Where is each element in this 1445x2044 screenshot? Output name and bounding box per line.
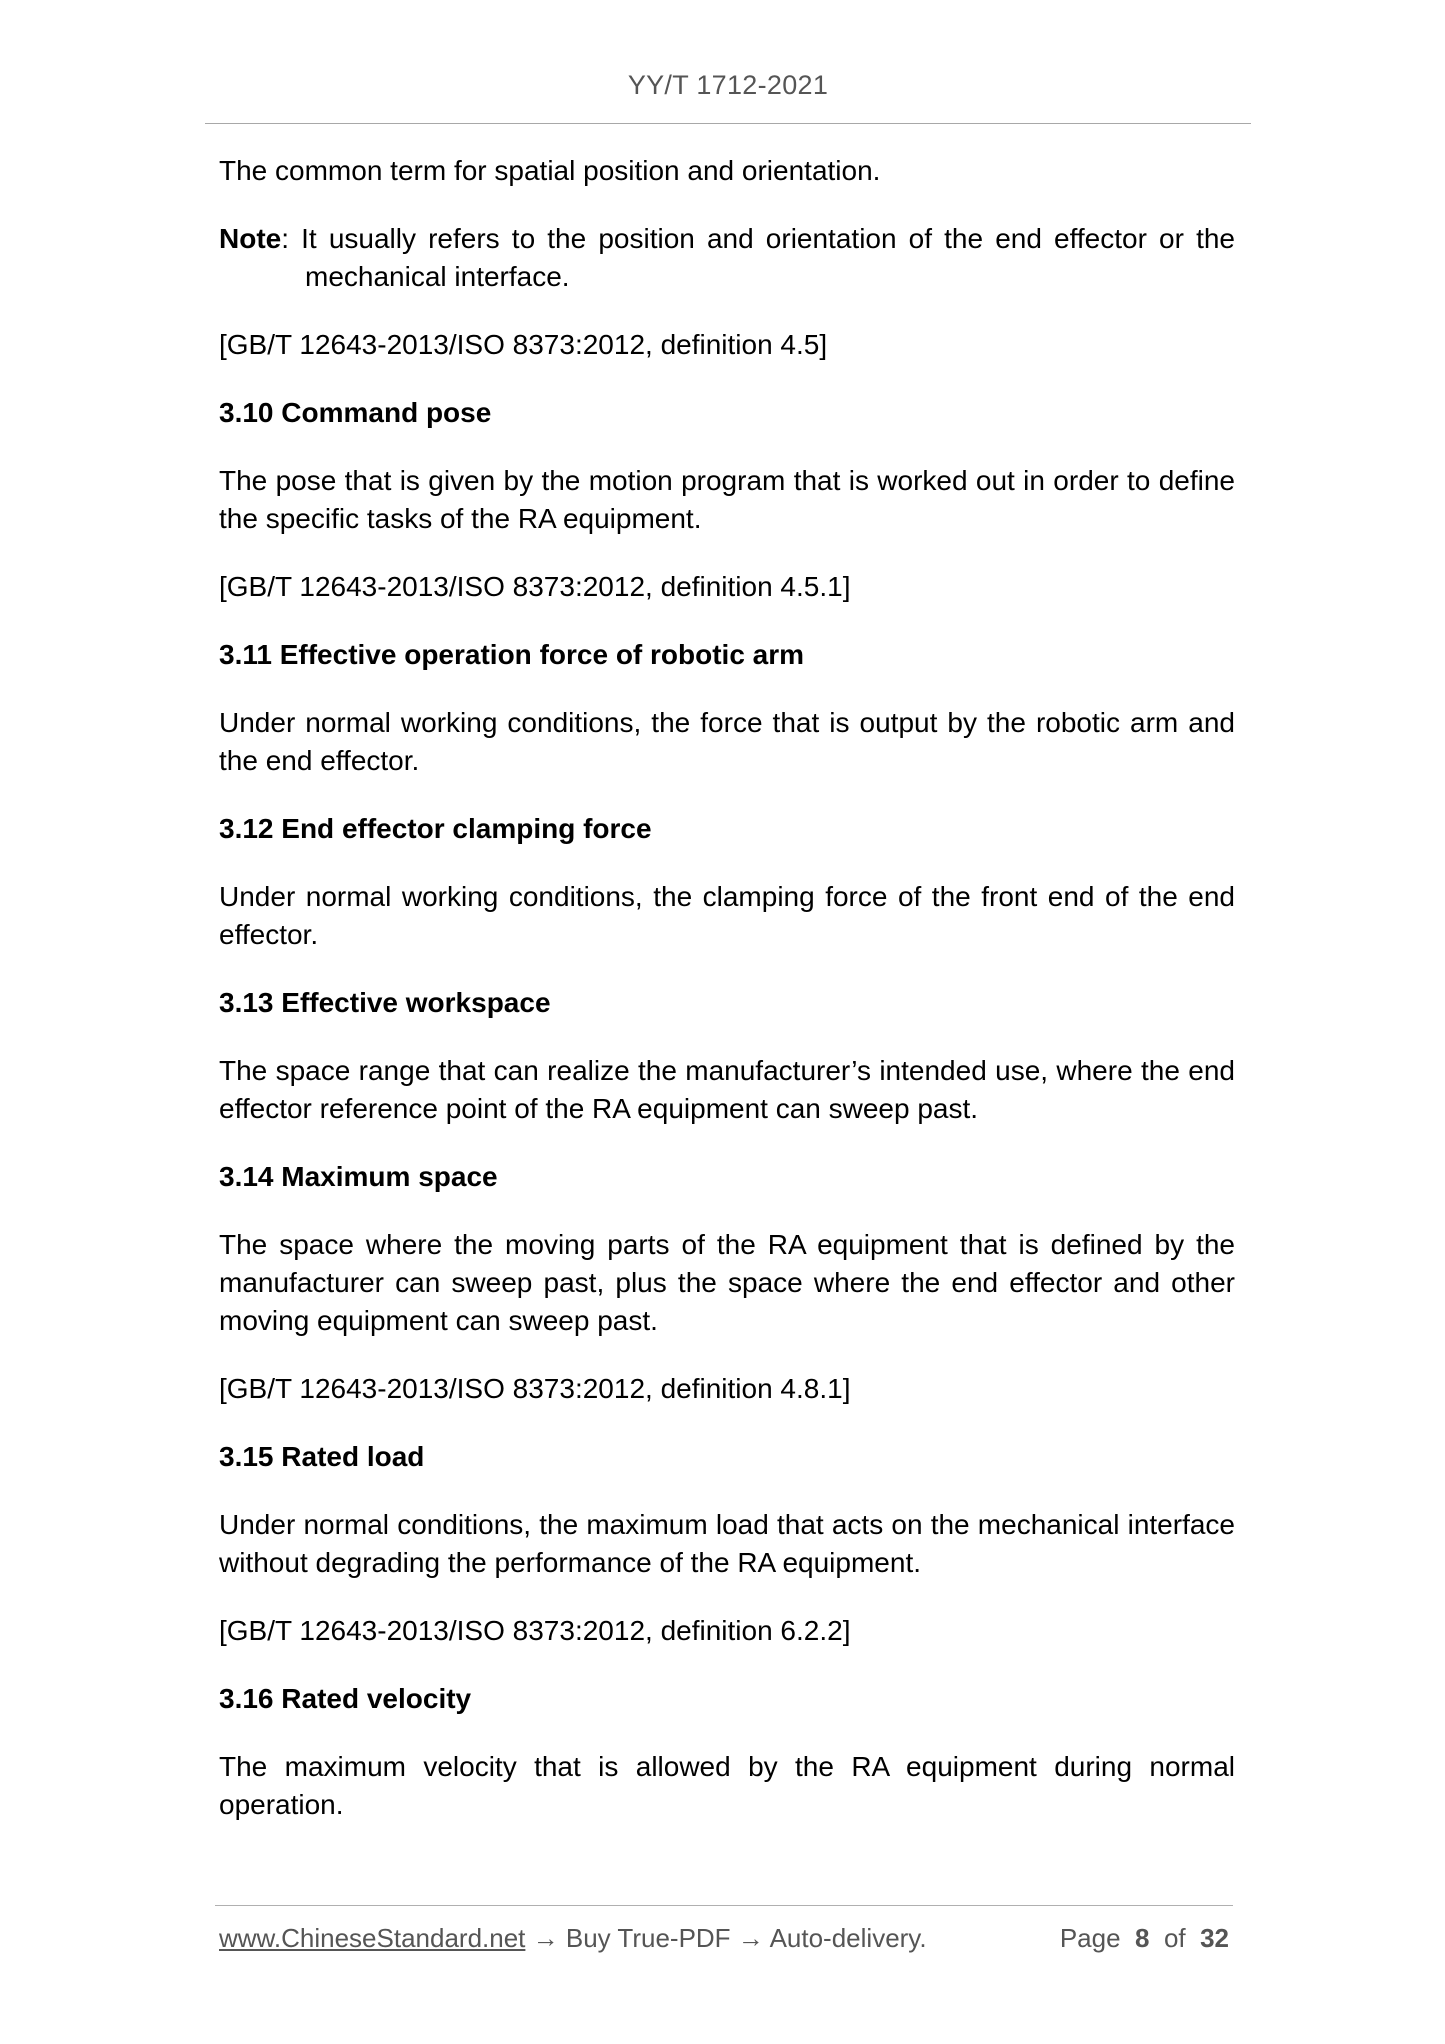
section-text-3-13: The space range that can realize the manufacturer’s intended use, where the end effector reference point of the RA equipment can sweep past. [219, 1055, 1235, 1124]
section-heading-3-10: 3.10 Command pose [219, 397, 492, 428]
current-page-number: 8 [1135, 1923, 1150, 1953]
reference-citation: [GB/T 12643-2013/ISO 8373:2012, definition 4.8.1] [219, 1373, 851, 1404]
page-counter [1060, 1923, 1229, 1954]
reference-citation: [GB/T 12643-2013/ISO 8373:2012, definition 4.5.1] [219, 571, 851, 602]
header-divider [205, 123, 1251, 124]
pose-definition-text: The common term for spatial position and orientation. [219, 155, 881, 186]
reference-citation: [GB/T 12643-2013/ISO 8373:2012, definition 4.5] [219, 329, 828, 360]
document-code-header: YY/T 1712-2021 [627, 70, 829, 100]
section-text-3-11: Under normal working conditions, the force that is output by the robotic arm and the end effector. [219, 707, 1235, 776]
section-text-3-16: The maximum velocity that is allowed by the RA equipment during normal operation. [219, 1751, 1235, 1820]
footer-divider [215, 1905, 1233, 1906]
page-word: Page [1059, 1923, 1121, 1953]
section-heading-3-13: 3.13 Effective workspace [219, 987, 551, 1018]
total-pages-number: 32 [1200, 1923, 1229, 1953]
note-text: : It usually refers to the position and orientation of the end effector or the mechanical interface. [281, 223, 1235, 292]
section-heading-3-14: 3.14 Maximum space [219, 1161, 498, 1192]
footer-tagline: → Buy True-PDF → Auto-delivery. [525, 1923, 927, 1953]
note-paragraph [219, 220, 1235, 296]
section-heading-3-12: 3.12 End effector clamping force [219, 813, 652, 844]
page-footer [219, 1923, 1229, 1954]
reference-citation: [GB/T 12643-2013/ISO 8373:2012, definition 6.2.2] [219, 1615, 851, 1646]
section-text-3-12: Under normal working conditions, the clamping force of the front end of the end effector. [219, 881, 1235, 950]
footer-promo [219, 1923, 927, 1954]
document-body [219, 152, 1235, 1854]
section-text-3-15: Under normal conditions, the maximum load that acts on the mechanical interface without degrading the performance of the RA equipment. [219, 1509, 1235, 1578]
of-word: of [1163, 1923, 1186, 1953]
section-heading-3-16: 3.16 Rated velocity [219, 1683, 472, 1714]
section-text-3-10: The pose that is given by the motion program that is worked out in order to define the specific tasks of the RA equipment. [219, 465, 1235, 534]
section-heading-3-15: 3.15 Rated load [219, 1441, 425, 1472]
section-heading-3-11: 3.11 Effective operation force of robotic arm [219, 639, 805, 670]
website-link[interactable]: www.ChineseStandard.net [219, 1923, 526, 1953]
section-text-3-14: The space where the moving parts of the RA equipment that is defined by the manufacturer can sweep past, plus the space where the end effector and other moving equipment can sweep past. [219, 1229, 1235, 1336]
note-label: Note [219, 223, 282, 254]
